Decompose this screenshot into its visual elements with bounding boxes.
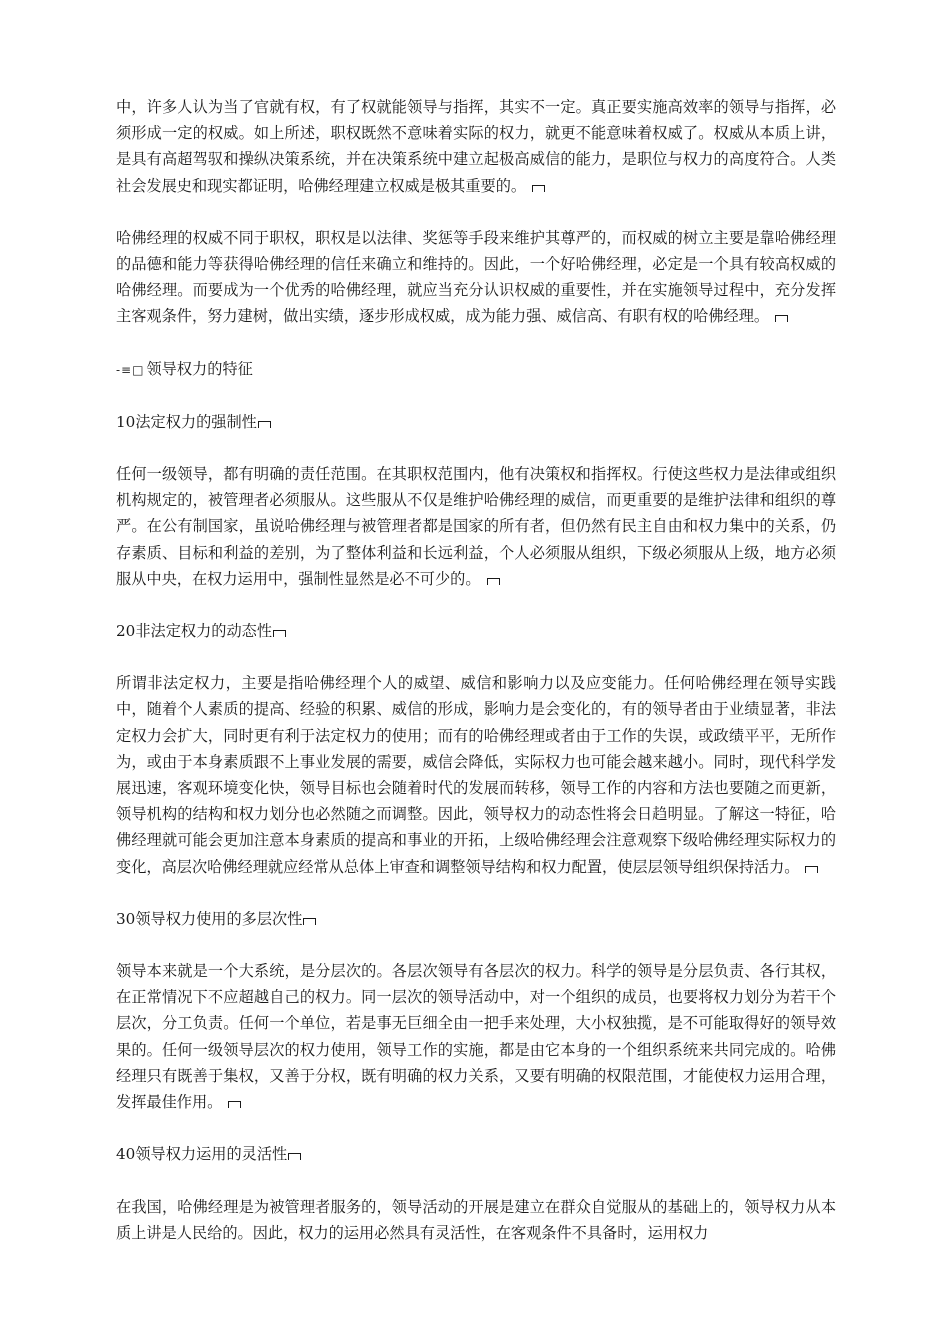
paragraph-authority-vs-position: [116, 225, 836, 330]
paragraph-mark-icon: [288, 1153, 301, 1160]
paragraph-flexibility: [116, 1194, 836, 1246]
paragraph-mark-icon: [487, 578, 500, 585]
paragraph-mark-icon: [228, 1101, 241, 1108]
paragraph-text: 哈佛经理的权威不同于职权，职权是以法律、奖惩等手段来维护其尊严的，而权威的树立主要是靠哈佛经理的品德和能力等获得哈佛经理的信任来确立和维持的。因此，一个好哈佛经理，必定是一个具有较高权威的哈佛经理。而要成为一个优秀的哈佛经理，就应当充分认识权威的重要性，并在实施领导过程中，充分发挥主客观条件，努力建树，做出实绩，逐步形成权威，成为能力强、威信高、有职有权的哈佛经理。: [116, 228, 836, 326]
section-heading-power-features: [116, 356, 836, 383]
section-bullet-glyph: -≡□: [116, 362, 145, 377]
paragraph-text: 在我国，哈佛经理是为被管理者服务的，领导活动的开展是建立在群众自觉服从的基础上的，领导权力从本质上讲是人民给的。因此，权力的运用必然具有灵活性，在客观条件不具备时，运用权力: [116, 1197, 836, 1242]
paragraph-text: 领导本来就是一个大系统，是分层次的。各层次领导有各层次的权力。科学的领导是分层负责、各行其权，在正常情况下不应超越自己的权力。同一层次的领导活动中，对一个组织的成员，也要将权力划分为若干个层次，分工负责。任何一个单位，若是事无巨细全由一把手来处理，大小权独揽，是不可能取得好的领导效果的。任何一级领导层次的权力使用，领导工作的实施，都是由它本身的一个组织系统来共同完成的。哈佛经理只有既善于集权，又善于分权，既有明确的权力关系，又要有明确的权限范围，才能使权力运用合理，发挥最佳作用。: [116, 962, 836, 1112]
subheading-text: 10法定权力的强制性: [116, 412, 257, 431]
paragraph-mark-icon: [273, 630, 286, 637]
section-title: 领导权力的特征: [146, 359, 253, 378]
paragraph-legal-power: [116, 461, 836, 592]
subheading-text: 20非法定权力的动态性: [116, 622, 273, 641]
subheading-text: 30领导权力使用的多层次性: [116, 909, 303, 928]
subheading-flexibility: [116, 1141, 836, 1167]
paragraph-mark-icon: [258, 421, 271, 428]
paragraph-mark-icon: [805, 866, 818, 873]
subheading-non-legal-power: [116, 618, 836, 644]
subheading-text: 40领导权力运用的灵活性: [116, 1145, 288, 1164]
paragraph-non-legal-power: [116, 670, 836, 880]
document-page: [116, 94, 836, 1272]
subheading-legal-power: [116, 409, 836, 435]
paragraph-text: 中，许多人认为当了官就有权，有了权就能领导与指挥，其实不一定。真正要实施高效率的领导与指挥，必须形成一定的权威。如上所述，职权既然不意味着实际的权力，就更不能意味着权威了。权威从本质上讲，是具有高超驾驭和操纵决策系统，并在决策系统中建立起极高威信的能力，是职位与权力的高度符合。人类社会发展史和现实都证明，哈佛经理建立权威是极其重要的。: [116, 98, 836, 195]
paragraph-text: 所谓非法定权力，主要是指哈佛经理个人的威望、威信和影响力以及应变能力。任何哈佛经理在领导实践中，随着个人素质的提高、经验的积累、威信的形成，影响力是会变化的，有的领导者由于业绩显著，非法定权力会扩大，同时更有利于法定权力的使用；而有的哈佛经理或者由于工作的失误，或政绩平平，无所作为，或由于本身素质跟不上事业发展的需要，威信会降低，实际权力也可能会越来越小。同时，现代科学发展迅速，客观环境变化快，领导目标也会随着时代的发展而转移，领导工作的内容和方法也要随之而更新，领导机构的结构和权力划分也必然随之而调整。因此，领导权力的动态性将会日趋明显。了解这一特征，哈佛经理就可能会更加注意本身素质的提高和事业的开拓，上级哈佛经理会注意观察下级哈佛经理实际权力的变化，高层次哈佛经理就应经常从总体上审查和调整领导结构和权力配置，使层层领导组织保持活力。: [116, 674, 836, 876]
paragraph-text: 任何一级领导，都有明确的责任范围。在其职权范围内，他有决策权和指挥权。行使这些权力是法律或组织机构规定的，被管理者必须服从。这些服从不仅是维护哈佛经理的威信，而更重要的是维护法律和组织的尊严。在公有制国家，虽说哈佛经理与被管理者都是国家的所有者，但仍然有民主自由和权力集中的关系，仍存素质、目标和利益的差别，为了整体利益和长远利益，个人必须服从组织，下级必须服从上级，地方必须服从中央，在权力运用中，强制性显然是必不可少的。: [116, 465, 836, 588]
paragraph-mark-icon: [775, 315, 788, 322]
paragraph-multi-level: [116, 958, 836, 1115]
paragraph-mark-icon: [532, 185, 545, 192]
paragraph-mark-icon: [303, 918, 316, 925]
paragraph-authority-intro: [116, 94, 836, 199]
subheading-multi-level: [116, 906, 836, 932]
